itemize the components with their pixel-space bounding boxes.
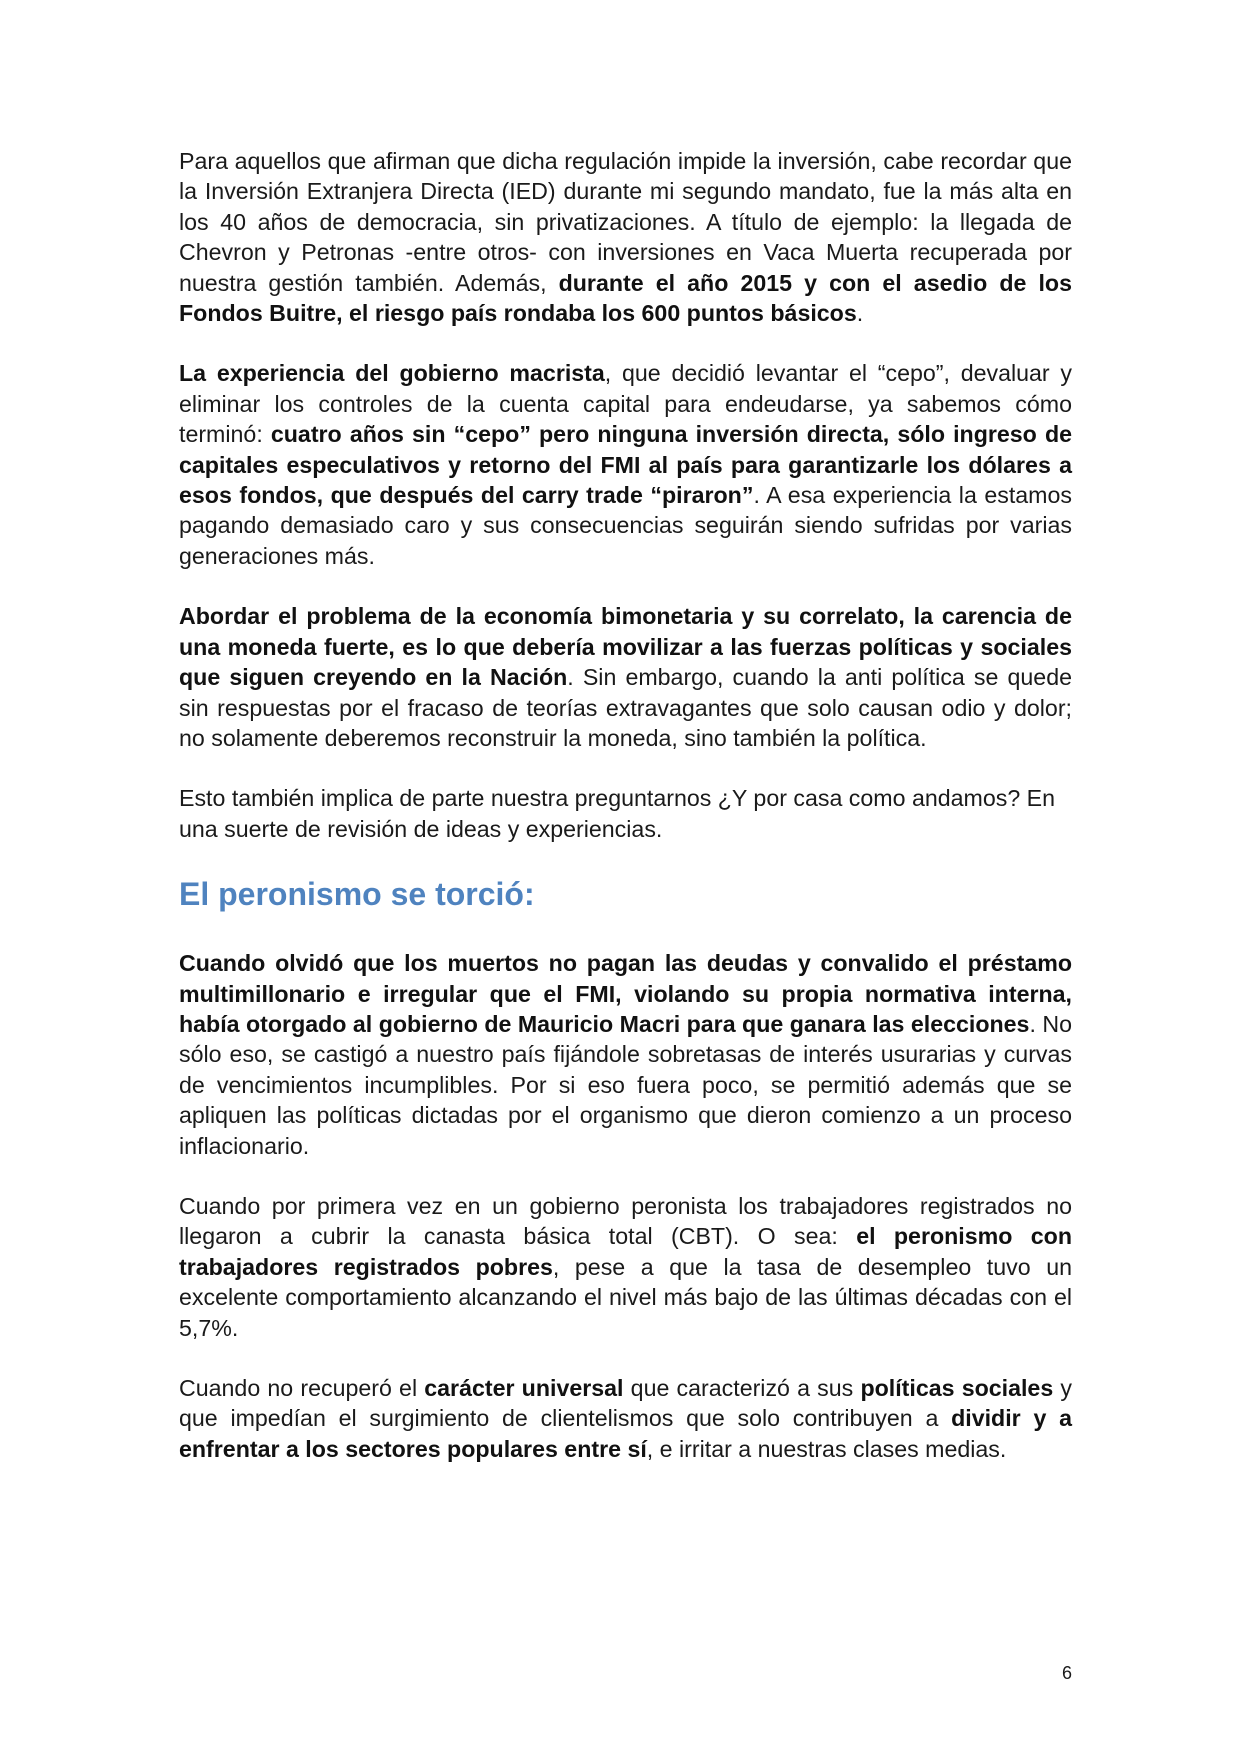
text-segment: . xyxy=(856,300,864,327)
body-paragraph xyxy=(179,358,1072,571)
bold-text-segment: Cuando olvidó que los muertos no pagan las deudas y convalido el préstamo multimillonario e irregular que el FMI, violando su propia normativa interna, había otorgado al gobierno de Mauricio Macri para que ganara las elecciones xyxy=(179,950,1072,1037)
text-segment: Cuando no recuperó el xyxy=(179,1375,425,1401)
text-segment: . No sólo eso, se castigó a nuestro país fijándole sobretasas de interés usurarias y curvas de vencimientos incumplibles. Por si eso fuera poco, se permitió además que se apliquen las políticas dictadas por el organismo que dieron comienzo a un proceso inflacionario. xyxy=(179,1010,1072,1159)
bold-text-segment: Abordar el problema de la economía bimonetaria y su correlato, la carencia de una moneda fuerte, es lo que debería movilizar a las fuerzas políticas y sociales que siguen creyendo en la Nación xyxy=(179,603,1072,691)
text-segment: , que decidió levantar el “cepo”, devaluar y eliminar los controles de la cuenta capital para endeudarse, ya sabemos cómo terminó: xyxy=(179,360,1072,448)
body-paragraph xyxy=(179,1191,1072,1343)
body-paragraph xyxy=(179,948,1072,1161)
bold-text-segment: La experiencia del gobierno macrista xyxy=(179,360,605,387)
text-segment: Cuando por primera vez en un gobierno peronista los trabajadores registrados no llegaron a cubrir la canasta básica total (CBT). O sea: xyxy=(179,1192,1072,1250)
body-paragraph xyxy=(179,783,1072,844)
page-number: 6 xyxy=(1061,1663,1072,1683)
bold-text-segment: cuatro años sin “cepo” pero ninguna inversión directa, sólo ingreso de capitales especulativos y retorno del FMI al país para garantizarle los dólares a esos fondos, que después del carry trade “piraron” xyxy=(179,421,1072,509)
bold-text-segment: durante el año 2015 y con el asedio de los Fondos Buitre, el riesgo país rondaba los 600 puntos básicos xyxy=(179,269,1072,327)
bold-text-segment: el peronismo con trabajadores registrados pobres xyxy=(179,1223,1072,1280)
section-heading: El peronismo se torció: xyxy=(179,876,535,913)
text-segment: y que impedían el surgimiento de clientelismos que solo contribuyen a xyxy=(179,1375,1072,1432)
bold-text-segment: políticas sociales xyxy=(860,1375,1054,1401)
text-segment: , pese a que la tasa de desempleo tuvo un excelente comportamiento alcanzando el nivel más bajo de las últimas décadas con el 5,7%. xyxy=(179,1253,1072,1341)
body-paragraph xyxy=(179,601,1072,753)
text-segment: Para aquellos que afirman que dicha regulación impide la inversión, cabe recordar que la Inversión Extranjera Directa (IED) durante mi segundo mandato, fue la más alta en los 40 años de democracia, sin privatizaciones. A título de ejemplo: la llegada de Chevron y Petronas -entre otros- con inversiones en Vaca Muerta recuperada por nuestra gestión también. Además, xyxy=(179,148,1072,296)
body-paragraph xyxy=(179,1373,1072,1464)
bold-text-segment: carácter universal xyxy=(424,1375,624,1401)
bold-text-segment: dividir y a enfrentar a los sectores populares entre sí xyxy=(179,1405,1072,1462)
paragraphs-after-heading xyxy=(179,948,1072,1464)
text-segment: Esto también implica de parte nuestra preguntarnos ¿Y por casa como andamos? En una suerte de revisión de ideas y experiencias. xyxy=(179,785,1056,842)
paragraphs-before-heading xyxy=(179,146,1072,844)
document-page xyxy=(179,146,1072,1494)
text-segment: , e irritar a nuestras clases medias. xyxy=(646,1435,1007,1462)
body-paragraph xyxy=(179,146,1072,328)
text-segment: . Sin embargo, cuando la anti política se quede sin respuestas por el fracaso de teorías extravagantes que solo causan odio y dolor; no solamente deberemos reconstruir la moneda, sino también la política. xyxy=(179,664,1072,751)
text-segment: . A esa experiencia la estamos pagando demasiado caro y sus consecuencias seguirán siendo sufridas por varias generaciones más. xyxy=(179,482,1072,569)
text-segment: que caracterizó a sus xyxy=(623,1375,861,1401)
